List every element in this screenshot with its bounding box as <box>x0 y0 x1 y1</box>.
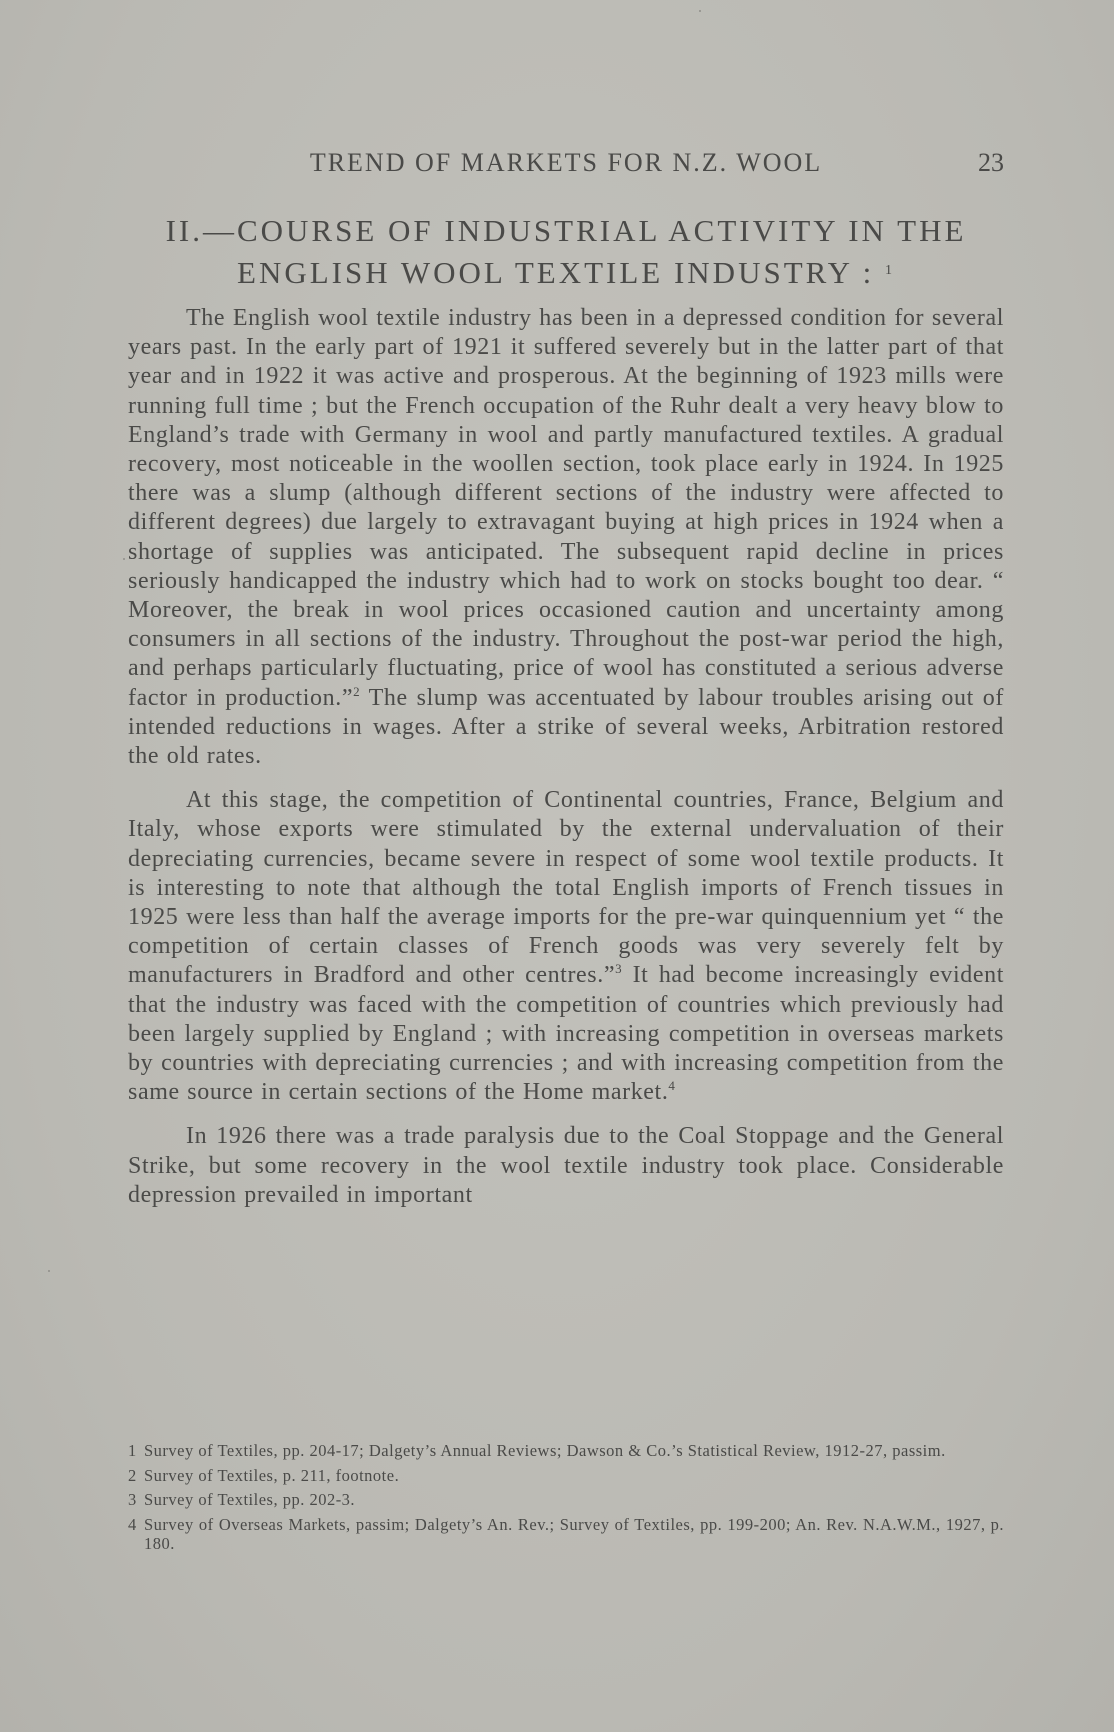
body-text <box>128 304 1004 1225</box>
paragraph-3: In 1926 there was a trade paralysis due to the Coal Stoppage and the General Strike, but some recovery in the wool textile industry took place. Considerable depression prevailed in important <box>128 1123 1004 1208</box>
footnote-ref-3: 3 <box>615 961 623 977</box>
page-number: 23 <box>978 148 1004 177</box>
footnote-text: Survey of Textiles, pp. 204-17; Dalgety’s Annual Reviews; Dawson & Co.’s Statistical Review, 1912-27, passim. <box>144 1441 946 1460</box>
paper-speck <box>699 10 701 12</box>
footnote-ref-2: 2 <box>353 683 361 699</box>
paper-speck <box>123 558 125 560</box>
running-head <box>128 148 1004 184</box>
footnote-text: Survey of Textiles, pp. 202-3. <box>144 1490 356 1509</box>
footnote <box>128 1441 1004 1461</box>
footnote-number: 1 <box>128 1441 137 1460</box>
footnote-text: Survey of Overseas Markets, passim; Dalgety’s An. Rev.; Survey of Textiles, pp. 199-200; An. Rev. N.A.W.M., 1927, p. 180. <box>144 1514 1004 1553</box>
footnote-number: 3 <box>128 1490 137 1509</box>
running-title: TREND OF MARKETS FOR N.Z. WOOL <box>309 148 823 177</box>
paragraph-2-part-a: At this stage, the competition of Continental countries, France, Belgium and Italy, whose exports were stimulated by the external undervaluation of their depreciating currencies, became severe in respect of some wool textile products. It is interesting to note that although the total English imports of French tissues in 1925 were less than half the average imports for the pre-war quinquennium yet “ the competition of certain classes of French goods was very severely felt by manufacturers in Bradford and other centres.” <box>128 787 1004 989</box>
paper-speck <box>48 1270 50 1272</box>
footnote-number: 4 <box>128 1514 137 1534</box>
section-heading <box>128 210 1004 294</box>
footnote <box>128 1466 1004 1486</box>
section-heading-text: II.—COURSE OF INDUSTRIAL ACTIVITY IN THE ENGLISH WOOL TEXTILE INDUSTRY : <box>165 213 967 290</box>
footnotes <box>128 1441 1004 1559</box>
footnote <box>128 1515 1004 1554</box>
footnote-ref-4: 4 <box>668 1078 676 1094</box>
paragraph-1-part-a: The English wool textile industry has been in a depressed condition for several years past. In the early part of 1921 it suffered severely but in the latter part of that year and in 1922 it was active and prosperous. At the beginning of 1923 mills were running full time ; but the French occupation of the Ruhr dealt a very heavy blow to England’s trade with Germany in wool and partly manufactured textiles. A gradual recovery, most noticeable in the woollen section, took place early in 1924. In 1925 there was a slump (although different sections of the industry were affected to different degrees) due largely to extravagant buying at high prices in 1924 when a shortage of supplies was anticipated. The subsequent rapid decline in prices seriously handicapped the industry which had to work on stocks bought too dear. “ Moreover, the break in wool prices occasioned caution and uncertainty among consumers in all sections of the industry. Throughout the post-war period the high, and perhaps particularly fluctuating, price of wool has constituted a serious adverse factor in production.” <box>128 305 1004 711</box>
paragraph-2-part-b: It had become increasingly evident that the industry was faced with the competition of countries which previously had been largely supplied by England ; with increasing competition in overseas markets by countries with depreciating currencies ; and with increasing competition from the same source in certain sections of the Home market. <box>128 962 1004 1106</box>
paragraph-1-part-b: The slump was accentuated by labour troubles arising out of intended reductions in wages. After a strike of several weeks, Arbitration restored the old rates. <box>128 684 1004 770</box>
paragraph-2 <box>128 786 1004 1107</box>
paragraph-1 <box>128 304 1004 771</box>
footnote-text: Survey of Textiles, p. 211, footnote. <box>144 1465 400 1485</box>
footnote-number: 2 <box>128 1465 137 1485</box>
footnote <box>128 1490 1004 1510</box>
footnote-ref-1: 1 <box>884 263 895 278</box>
